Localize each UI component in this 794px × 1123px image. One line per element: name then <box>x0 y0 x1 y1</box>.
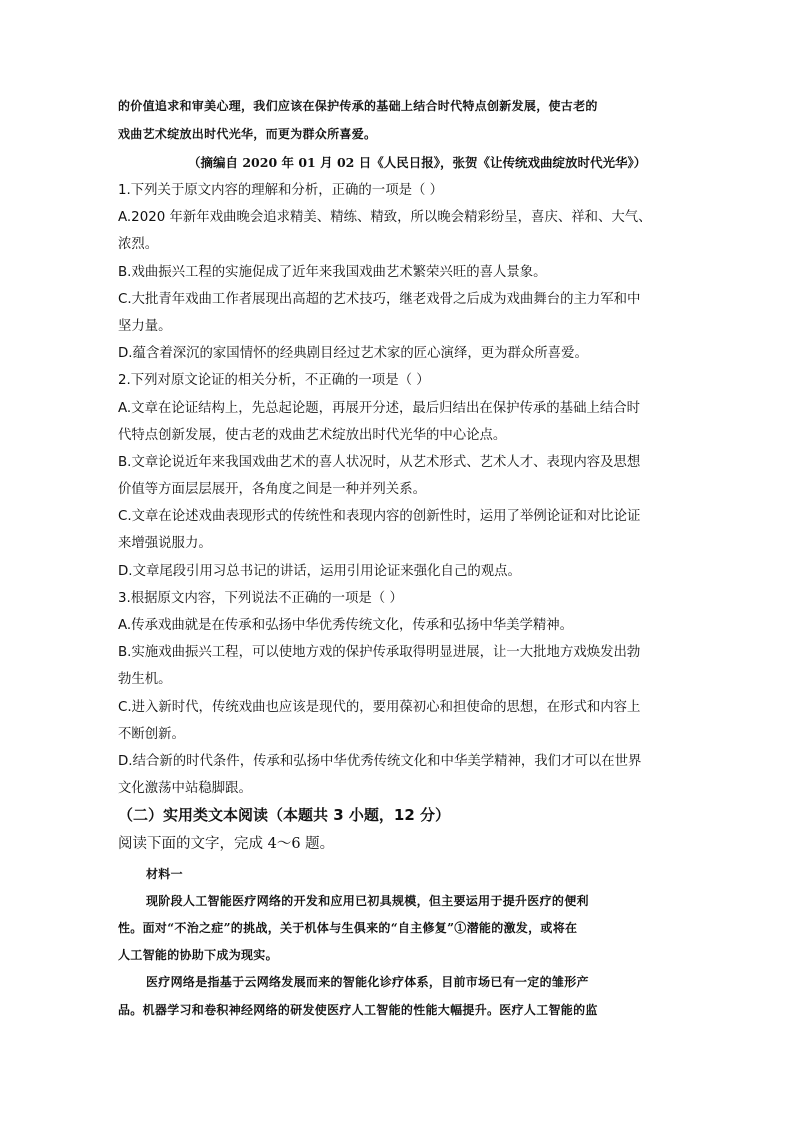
question-2-option-c: C.文章在论述戏曲表现形式的传统性和表现内容的创新性时，运用了举例论证和对比论证 <box>118 509 641 524</box>
section-title: （二）实用类文本阅读（本题共 3 小题，12 分） <box>118 806 450 824</box>
material-line-2: 性。面对“不治之症”的挑战，关于机体与生俱来的“自主修复”①潜能的激发，或将在 <box>118 921 578 935</box>
source-citation: （摘编自 2020 年 01 月 02 日《人民日报》，张贺《让传统戏曲绽放时代光华》） <box>188 155 647 170</box>
question-2-option-b-cont: 价值等方面层层展开，各角度之间是一种并列关系。 <box>118 482 426 497</box>
question-1-option-b: B.戏曲振兴工程的实施促成了近年来我国戏曲艺术繁荣兴旺的喜人景象。 <box>118 265 547 280</box>
question-3-option-b: B.实施戏曲振兴工程，可以使地方戏的保护传承取得明显进展，让一大批地方戏焕发出勃 <box>118 645 641 660</box>
material-line-5: 品。机器学习和卷积神经网络的研发使医疗人工智能的性能大幅提升。医疗人工智能的监 <box>118 1003 598 1017</box>
question-3-option-c-cont: 不断创新。 <box>118 727 185 742</box>
question-1-option-a-cont: 浓烈。 <box>118 237 159 252</box>
material-line-4: 医疗网络是指基于云网络发展而来的智能化诊疗体系，目前市场已有一定的雏形产 <box>146 975 589 989</box>
question-1-option-a: A.2020 年新年戏曲晚会追求精美、精练、精致，所以晚会精彩纷呈，喜庆、祥和、大气、 <box>118 210 652 225</box>
question-1-stem: 1.下列关于原文内容的理解和分析，正确的一项是（ ） <box>118 183 444 198</box>
question-2-option-b: B.文章论说近年来我国戏曲艺术的喜人状况时，从艺术形式、艺术人才、表现内容及思想 <box>118 455 641 470</box>
question-1-option-c-cont: 坚力量。 <box>118 319 172 334</box>
question-2-option-d: D.文章尾段引用习总书记的讲话，运用引用论证来强化自己的观点。 <box>118 564 521 579</box>
material-label: 材料一 <box>146 867 183 881</box>
question-3-option-b-cont: 勃生机。 <box>118 672 172 687</box>
question-2-option-a: A.文章在论证结构上，先总起论题，再展开分述，最后归结出在保护传承的基础上结合时 <box>118 401 641 416</box>
question-3-option-a: A.传承戏曲就是在传承和弘扬中华优秀传统文化，传承和弘扬中华美学精神。 <box>118 618 574 633</box>
material-line-3: 人工智能的协助下成为现实。 <box>118 948 278 962</box>
question-2-option-a-cont: 代特点创新发展，使古老的戏曲艺术绽放出时代光华的中心论点。 <box>118 428 507 443</box>
material-line-1: 现阶段人工智能医疗网络的开发和应用已初具规模，但主要运用于提升医疗的便利 <box>146 894 589 908</box>
question-1-option-c: C.大批青年戏曲工作者展现出高超的艺术技巧，继老戏骨之后成为戏曲舞台的主力军和中 <box>118 292 641 307</box>
reading-instruction: 阅读下面的文字，完成 4～6 题。 <box>118 836 335 852</box>
question-1-option-d: D.蕴含着深沉的家国情怀的经典剧目经过艺术家的匠心演绎，更为群众所喜爱。 <box>118 346 588 361</box>
question-3-stem: 3.根据原文内容，下列说法不正确的一项是（ ） <box>118 591 403 606</box>
question-2-option-c-cont: 来增强说服力。 <box>118 536 212 551</box>
question-2-stem: 2.下列对原文论证的相关分析，不正确的一项是（ ） <box>118 373 430 388</box>
passage-tail-line-2: 戏曲艺术绽放出时代光华，而更为群众所喜爱。 <box>118 127 377 141</box>
question-3-option-d-cont: 文化激荡中站稳脚跟。 <box>118 781 252 796</box>
question-3-option-d: D.结合新的时代条件，传承和弘扬中华优秀传统文化和中华美学精神，我们才可以在世界 <box>118 754 642 769</box>
passage-tail-line-1: 的价值追求和审美心理，我们应该在保护传承的基础上结合时代特点创新发展，使古老的 <box>118 99 598 113</box>
question-3-option-c: C.进入新时代，传统戏曲也应该是现代的，要用葆初心和担使命的思想，在形式和内容上 <box>118 700 641 715</box>
